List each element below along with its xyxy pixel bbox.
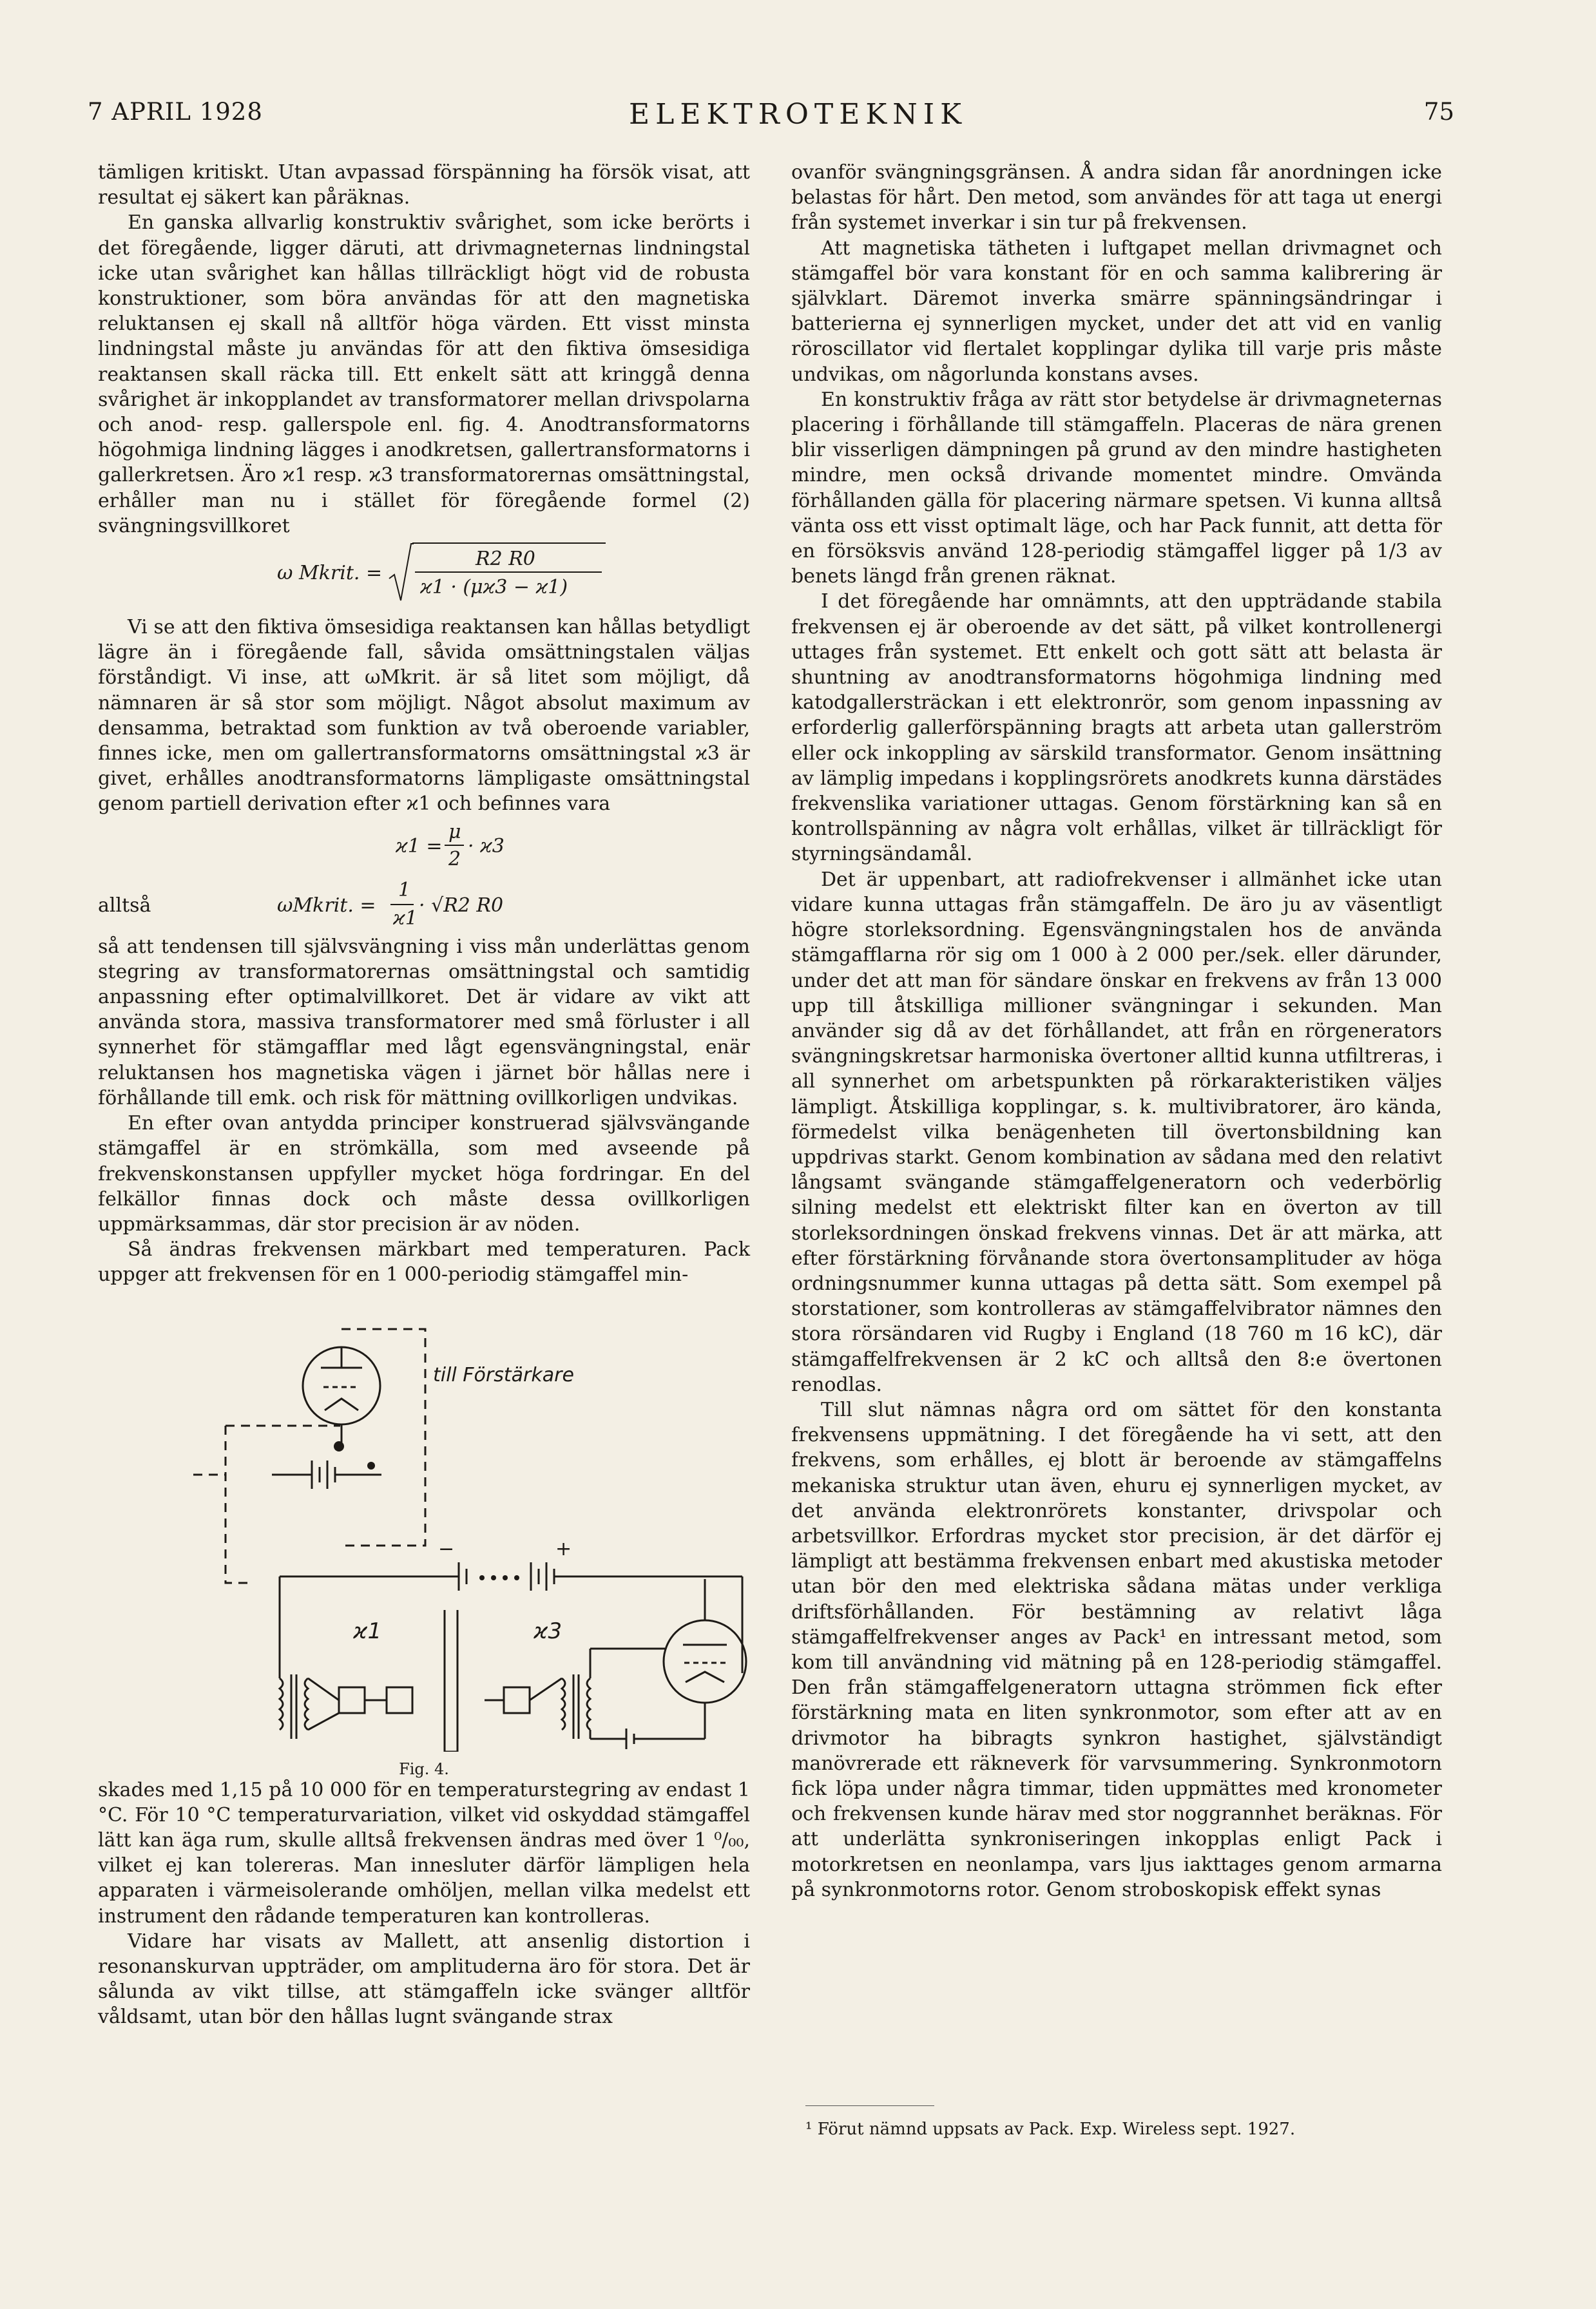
formula-numerator: R2 R0 (476, 548, 535, 571)
formula-tail: · ϰ3 (468, 834, 505, 857)
figure-caption: Fig. 4. (399, 1759, 449, 1778)
figure-plus-sign: + (555, 1537, 572, 1560)
paragraph: Att magnetiska tätheten i luftgapet mellan drivmagnet och stämgaffel bör vara konstant för en och samma kalibrering är självklart. Däremot inverka smärre spänningsändringar i batterierna ej synnerligen mycket, under det att vid en vanlig röroscillator vid flertalet kopplingar dylika till varje pris måste undvikas, om någorlunda konstans avses. (791, 236, 1442, 386)
paragraph: ovanför svängningsgränsen. Å andra sidan får anordningen icke belastas för hårt. Den metod, som användes för att taga ut energi från systemet inverkar i sin tur på frekvensen. (791, 161, 1442, 235)
page-number: 75 (1423, 98, 1454, 126)
formula-tail: · √R2 R0 (419, 894, 504, 917)
right-column (791, 160, 1442, 1902)
paragraph: Vi se att den fiktiva ömsesidiga reaktansen kan hållas betydligt lägre än i föregående fall, såvida omsättningstalen väljas förståndigt. Vi inse, att ωMkrit. är så litet som möjligt, då nämnaren är så stor som möjligt. Något absolut maximum av densamma, betraktad som funktion av två oberoende variabler, finnes icke, men om gallertransformatorns omsättningstal ϰ3 är givet, erhålles anodtransformatorns lämpligaste omsättningstal genom partiell derivation efter ϰ1 och befinnes vara (98, 616, 750, 816)
figure-4-circuit (98, 1288, 750, 1777)
formula-numerator: 1 (398, 878, 411, 901)
formula-lhs: ωMkrit. = (277, 894, 376, 917)
formula-denominator: ϰ1 (393, 906, 418, 930)
footnote-divider (805, 2105, 934, 2106)
footnote: ¹ Förut nämnd uppsats av Pack. Exp. Wireless sept. 1927. (805, 2120, 1296, 2139)
formula-result (98, 875, 750, 934)
left-column (98, 160, 750, 2030)
paragraph: En efter ovan antydda principer konstruerad självsvängande stämgaffel är en strömkälla, som med avseende på frekvenskonstansen uppfyller mycket höga fordringar. En del felkällor finnas dock och måste dessa ovillkorligen uppmärksammas, där stor precision är av nöden. (98, 1112, 750, 1236)
fraction-line (415, 571, 602, 573)
figure-label-k1: ϰ1 (353, 1618, 382, 1644)
formula-oscillation-condition (98, 539, 750, 615)
paragraph: Det är uppenbart, att radiofrekvenser i allmänhet icke utan vidare kunna uttagas från stämgaffeln. De äro ju av väsentligt högre storleksordning. Egensvängningstalen hos de använda stämgafflarna rör sig om 1 000 à 2 000 per./sek. eller därunder, under det att man för sändare önskar en frekvens av från 13 000 upp till åtskilliga millioner svängningar i sekunden. Man använder sig då av det förhållandet, att från en rörgenerators svängningskretsar harmoniska övertoner alltid kunna utfiltreras, i all synnerhet om arbetspunkten på rörkarakteristiken väljes lämpligt. Åtskilliga kopplingar, s. k. multivibratorer, äro kända, förmedelst vilka benägenheten till övertonsbildning kan uppdrivas starkt. Genom kombination av sådana med den relativt långsamt svängande stämgaffelgeneratorn och vederbörlig silning medelst ett elektriskt filter kan en överton av till storleksordningen önskad frekvens vinnas. Det är att märka, att efter förstärkning förvånande stora övertonsamplituder av höga ordningsnummer kunna uttagas på detta sätt. Som exempel på storstationer, som kontrolleras av stämgaffelvibrator nämnes den stora rörsändaren vid Rugby i England (18 760 m 16 kC), där stämgaffelfrekvensen är 2 kC och alltså den 8:e övertonen renodlas. (791, 868, 1442, 1396)
paragraph: skades med 1,15 på 10 000 för en temperaturstegring av endast 1 °C. För 10 °C temperaturvariation, vilket vid oskyddad stämgaffel lätt kan äga rum, skulle alltså frekvensen ändras med över 1 ⁰/₀₀, vilket ej kan tolereras. Man innesluter därför lämpligen hela apparaten i värmeisolerande omhöljen, mellan vilka medelst ett instrument den rådande temperaturen kan kontrolleras. (98, 1778, 750, 1928)
paragraph: I det föregående har omnämnts, att den uppträdande stabila frekvensen ej är oberoende av det sätt, på vilket kontrollenergi uttages från systemet. Ett enkelt och gott sätt att belasta är shuntning av anodtransformatorns högohmiga lindning med katodgallersträckan i ett elektronrör, som genom inpassning av erforderlig gallerförspänning bragts att arbeta utan gallerström eller ock inkoppling av särskild transformator. Genom insättning av lämplig impedans i kopplingsrörets anodkrets kunna därstädes frekvenslika variationer uttagas. Genom förstärkning kan så en kontrollspänning av några volt erhållas, vilket är tillräckligt för styrningsändamål. (791, 590, 1442, 866)
formula-denominator: 2 (448, 847, 461, 870)
paragraph: Till slut nämnas några ord om sättet för den konstanta frekvensens uppmätning. I det föregående ha vi sett, att den frekvens, som erhålles, ej blott är beroende av stämgaffelns mekaniska struktur utan även, ehuru ej synnerligen mycket, av det använda elektronrörets konstanter, drivspolar och arbetsvillkor. Erfordras mycket stor precision, är det därför ej lämpligt att bestämma frekvensen enbart med akustiska metoder utan bör den med elektriska sådana mätas under verkliga driftsförhållanden. För bestämning av relativt låga stämgaffelfrekvenser anges av Pack¹ en intressant metod, som kom till användning vid mätning på en 128-periodig stämgaffel. Den från stämgaffelgeneratorn uttagna strömmen fick efter förstärkning mata en liten synkronmotor, som efter att av en drivmotor ha bibragts synkron hastighet, självständigt manövrerade ett räkneverk för varvsummering. Synkronmotorn fick löpa under några timmar, tiden uppmättes med kronometer och frekvensen kunde härav med stor noggrannhet beräknas. För att underlätta synkroniseringen inkopplas enligt Pack i motorkretsen en neonlampa, vars ljus iakttages genom armarna på synkronmotorns rotor. Genom stroboskopisk effekt synas (791, 1398, 1442, 1901)
formula-denominator: ϰ1 · (μϰ3 − ϰ1) (420, 576, 568, 599)
formula-numerator: μ (448, 820, 461, 843)
formula-lhs: ω Mkrit. = (277, 562, 383, 585)
sqrt-sign (388, 541, 414, 603)
sqrt-bar (412, 539, 606, 545)
formula-lhs: ϰ1 = (396, 834, 443, 857)
paragraph: En konstruktiv fråga av rätt stor betydelse är drivmagneternas placering i förhållande till stämgaffeln. Placeras de nära grenen blir visserligen dämpningen på grund av den mindre hastigheten mindre, men också drivande momentet mindre. Omvända förhållanden gälla för placering närmare spetsen. Vi kunna alltså vänta oss ett visst optimalt läge, och har Pack funnit, att detta för en försöksvis använd 128-periodig stämgaffel ligger på 1/3 av benets längd från grenen räknat. (791, 388, 1442, 588)
paragraph: så att tendensen till självsvängning i viss mån underlättas genom stegring av transformatorernas omsättningstal och samtidig anpassning efter optimalvillkoret. Det är vidare av vikt att använda stora, massiva transformatorer med små förluster i all synnerhet för stämgafflar med lågt egensvängningstal, enär reluktansen hos magnetiska vägen i järnet bör hållas nere i förhållande till emk. och risk för mättning ovillkorligen undvikas. (98, 935, 750, 1109)
paragraph: En ganska allvarlig konstruktiv svårighet, som icke berörts i det föregående, ligger däruti, att drivmagneternas lindningstal icke utan svårighet kan hållas tillräckligt högt vid de robusta konstruktioner, som böra användas för att den magnetiska reluktansen ej skall nå alltför höga värden. Ett visst minsta lindningstal måste ju användas för att den fiktiva ömsesidiga reaktansen skall räcka till. Ett enkelt sätt att kringgå denna svårighet är inkopplandet av transformatorer mellan drivspolarna och anod- resp. gallerspole enl. fig. 4. Anodtransformatorns högohmiga lindning lägges i anodkretsen, gallertransformatorns i gallerkretsen. Äro ϰ1 resp. ϰ3 transformatorernas omsättningstal, erhåller man nu i stället för föregående formel (2) svängningsvillkoret (98, 211, 750, 537)
paragraph: Vidare har visats av Mallett, att ansenlig distortion i resonanskurvan uppträder, om amplituderna äro för stora. Det är sålunda av vikt tillse, att stämgaffeln icke svänger alltför våldsamt, utan bör den hållas lugnt svängande strax (98, 1930, 750, 2029)
formula-prefix: alltså (98, 894, 151, 917)
issue-date: 7 APRIL 1928 (88, 98, 263, 126)
figure-label-k3: ϰ3 (534, 1618, 562, 1644)
figure-label-output: till Förstärkare (433, 1363, 574, 1386)
paragraph: Så ändras frekvensen märkbart med temperaturen. Pack uppger att frekvensen för en 1 000-periodig stämgaffel min- (98, 1238, 750, 1287)
formula-optimal-ratio (98, 817, 750, 875)
circuit-diagram (98, 1288, 750, 1752)
journal-title: ELEKTROTEKNIK (629, 98, 967, 131)
paragraph: tämligen kritiskt. Utan avpassad förspänning ha försök visat, att resultat ej säkert kan påräknas. (98, 161, 750, 209)
page-header (0, 98, 1596, 137)
figure-minus-sign: − (438, 1537, 455, 1560)
